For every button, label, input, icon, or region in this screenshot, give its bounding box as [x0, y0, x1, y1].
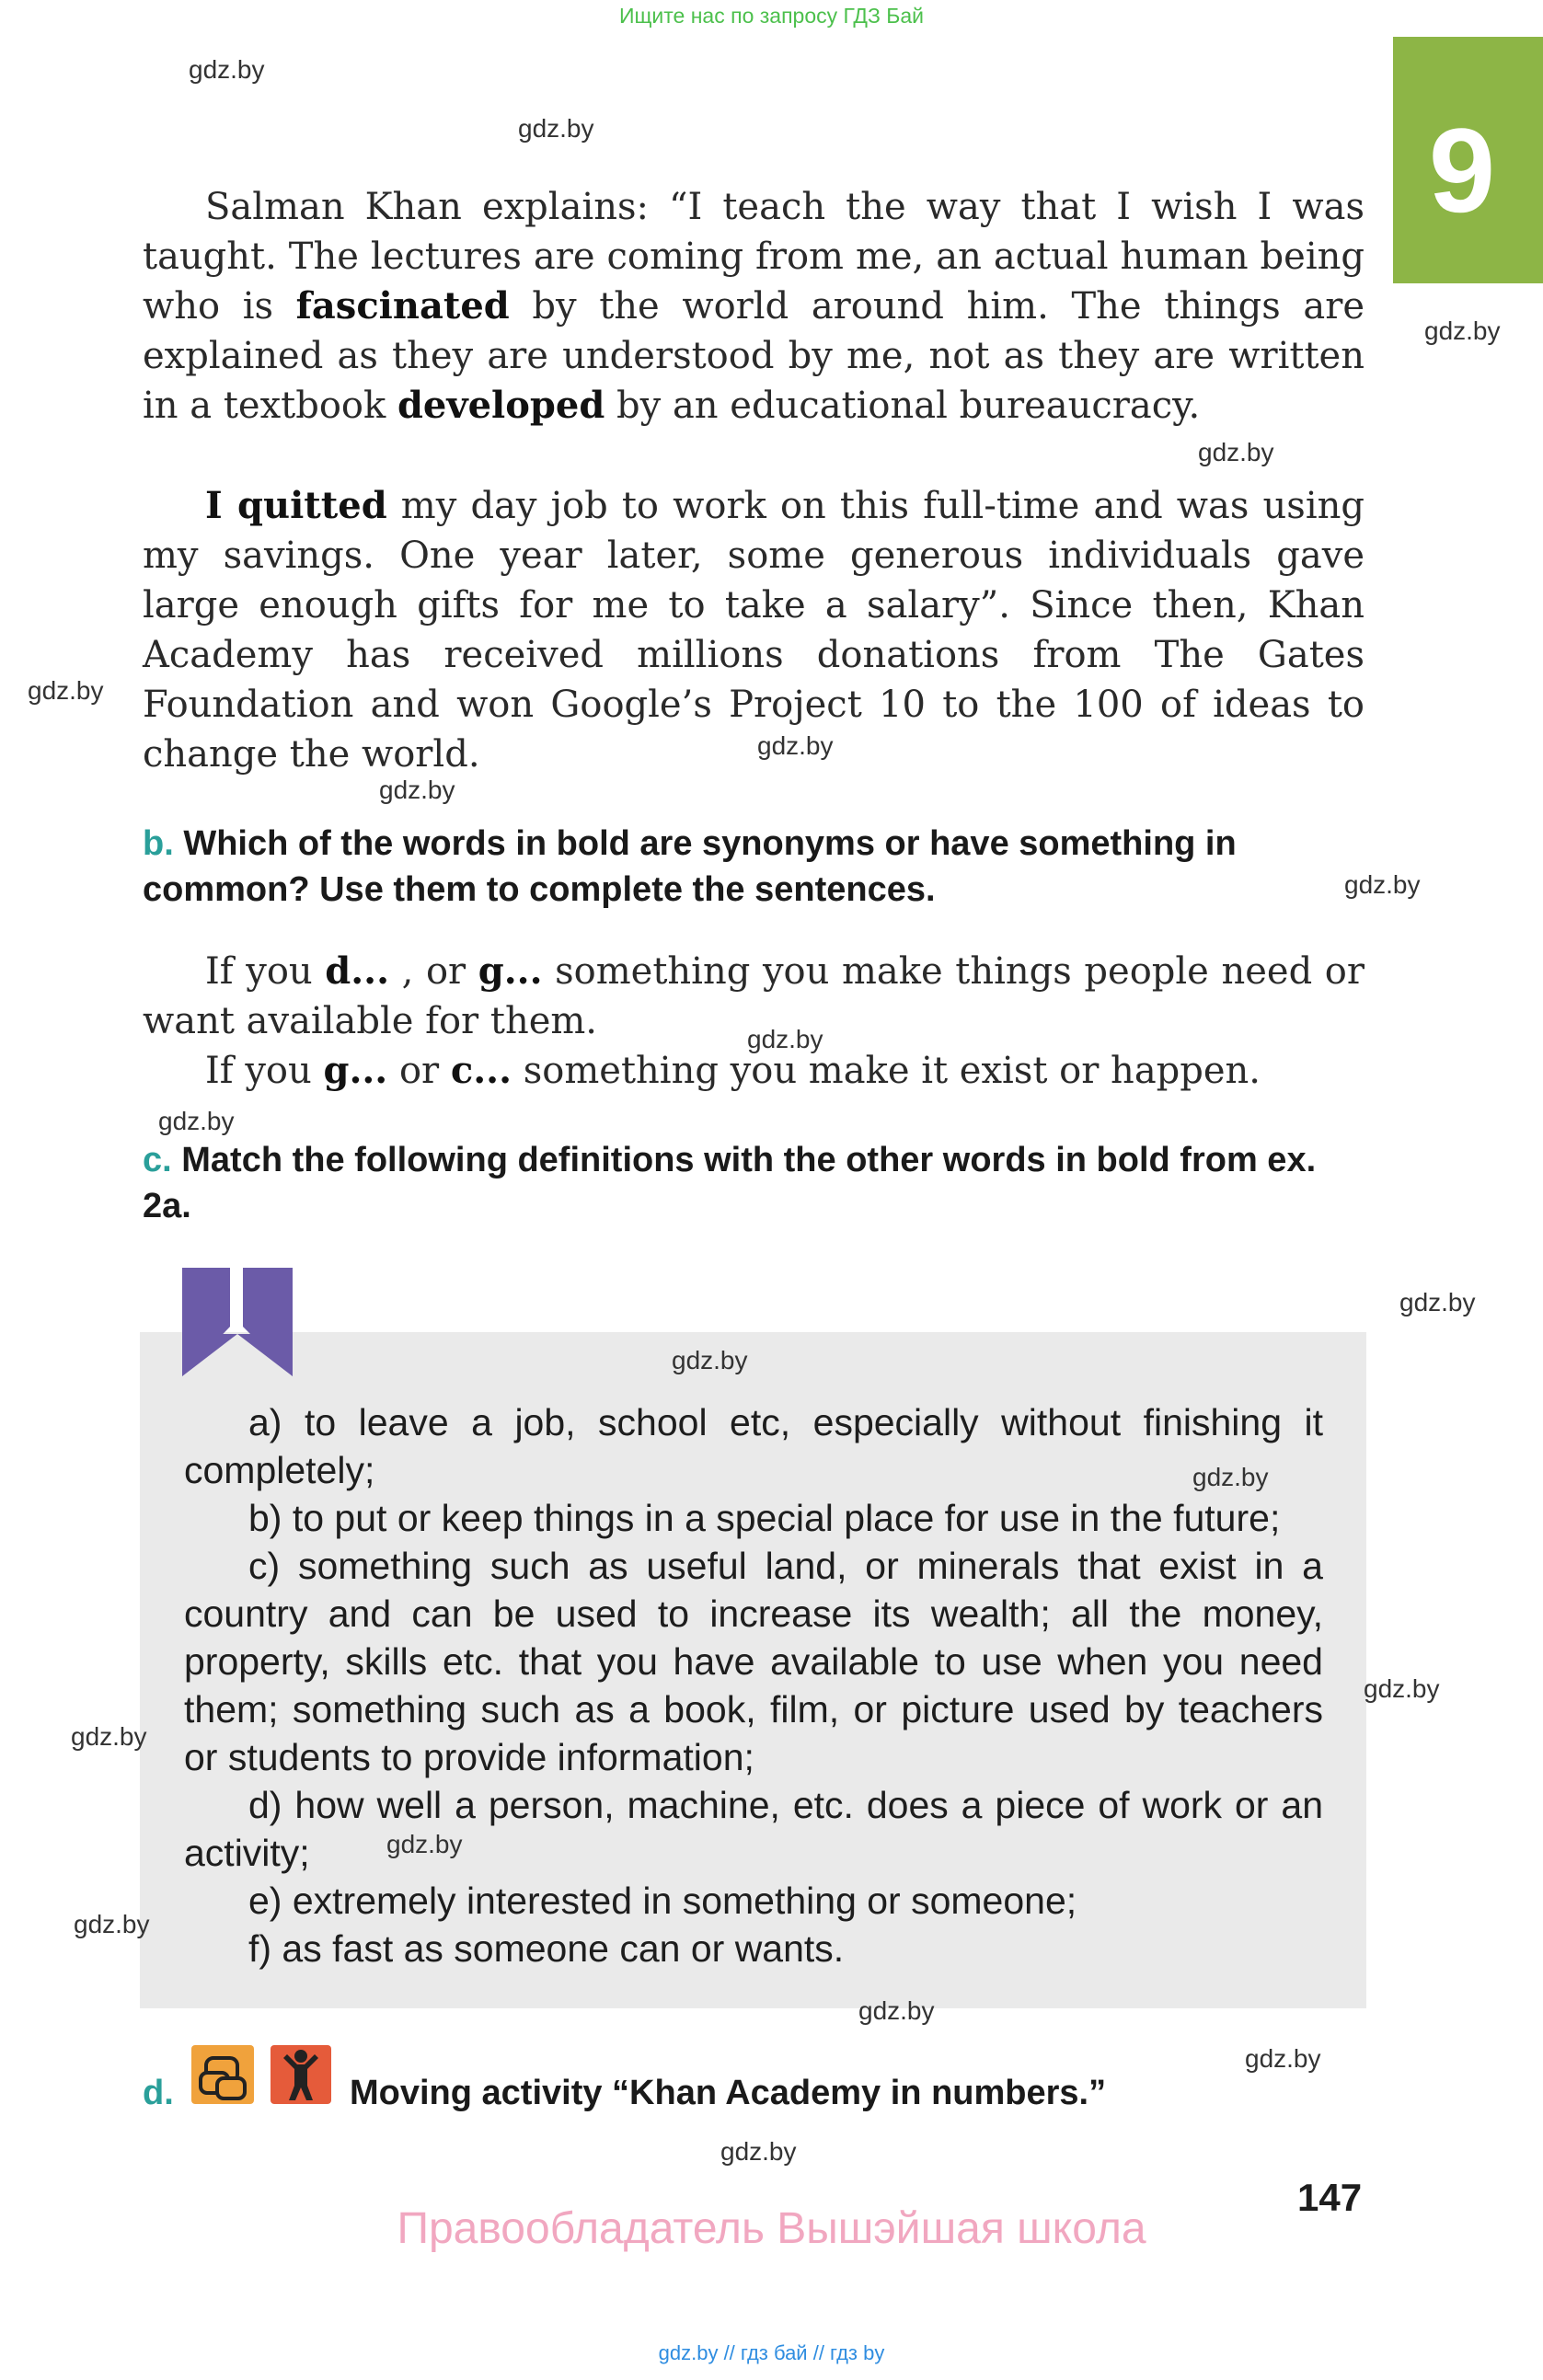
- definition-item: [184, 1925, 1323, 1972]
- bottom-links[interactable]: gdz.by // гдз бай // гдз by: [658, 2341, 885, 2364]
- task-b-heading: [143, 821, 1365, 913]
- watermark: gdz.by: [28, 676, 104, 705]
- definition-text: a) to leave a job, school etc, especially without finishing it completely;: [184, 1401, 1323, 1491]
- definition-text: c) something such as useful land, or minerals that exist in a country and can be used to increase its wealth; all the money, property, skills etc. that you have available to use when you need them; something such as a book, film, or picture used by teachers or students to provide information;: [184, 1545, 1323, 1778]
- watermark: gdz.by: [720, 2137, 797, 2166]
- watermark: gdz.by: [757, 731, 834, 760]
- group-work-glyph: [191, 2045, 254, 2104]
- publisher-credit: Правообладатель Вышэйшая школа: [397, 2204, 1146, 2253]
- task-text: Which of the words in bold are synonyms or have something in common? Use them to complete the sentences.: [143, 824, 1237, 909]
- task-letter: b.: [143, 824, 174, 863]
- text-run: Salman Khan explains: “I teach the way that I wish I was taught. The lectures are coming from me, an actual human being who is: [143, 186, 1365, 328]
- watermark: gdz.by: [1364, 1674, 1440, 1703]
- arrow-down-icon: [182, 1268, 293, 1376]
- definitions-list: [184, 1398, 1323, 1972]
- task-text: Match the following definitions with the other words in bold from ex. 2a.: [143, 1141, 1317, 1225]
- task-letter: d.: [143, 2074, 174, 2112]
- definition-item: [184, 1398, 1323, 1494]
- blank-word: d...: [325, 949, 390, 993]
- bold-word: fascinated: [295, 284, 510, 328]
- text-run: or: [387, 1050, 451, 1092]
- task-d-heading: [350, 2070, 1270, 2116]
- definition-text: e) extremely interested in something or someone;: [248, 1880, 1077, 1922]
- definition-item: [184, 1877, 1323, 1925]
- moving-activity-glyph: [271, 2045, 331, 2104]
- blank-word: c...: [450, 1049, 512, 1092]
- definition-item: [184, 1494, 1323, 1542]
- watermark: gdz.by: [1245, 2044, 1321, 2073]
- text-run: something you make it exist or happen.: [512, 1050, 1261, 1092]
- watermark: gdz.by: [1424, 316, 1501, 345]
- text-run: , or: [389, 950, 478, 993]
- reading-paragraph-1: [143, 182, 1365, 431]
- watermark: gdz.by: [1192, 1463, 1269, 1491]
- watermark: gdz.by: [747, 1025, 823, 1053]
- watermark: gdz.by: [189, 55, 265, 84]
- task-letter: c.: [143, 1141, 172, 1179]
- watermark: gdz.by: [386, 1830, 463, 1858]
- text-run: something you make things people need or want available for them.: [143, 950, 1365, 1042]
- text-run: my day job to work on this full-time and was using my savings. One year later, some generous individuals gave large enough gifts for me to take a salary”. Since then, Khan Academy has received millions donations from The Gates Foundation and won Google’s Project 10 to the 100 of ideas to change the world.: [143, 485, 1365, 776]
- watermark: gdz.by: [672, 1346, 748, 1374]
- reading-paragraph-2: [143, 481, 1365, 779]
- definition-item: [184, 1781, 1323, 1877]
- task-c-heading: [143, 1137, 1365, 1229]
- watermark: gdz.by: [1399, 1288, 1476, 1316]
- watermark: gdz.by: [858, 1996, 935, 2025]
- unit-number: 9: [1428, 103, 1496, 237]
- watermark: gdz.by: [379, 776, 455, 804]
- text-run: If you: [205, 1050, 324, 1092]
- text-run: by the world around him. The things are explained as they are understood by me, not as they are written in a textbook: [143, 285, 1365, 427]
- text-run: If you: [205, 950, 326, 993]
- blank-word: g...: [323, 1049, 388, 1092]
- bold-word: developed: [397, 384, 605, 427]
- completion-sentence-2: [143, 1046, 1365, 1096]
- definition-text: d) how well a person, machine, etc. does a piece of work or an activity;: [184, 1784, 1323, 1874]
- watermark: gdz.by: [158, 1107, 235, 1135]
- watermark: gdz.by: [74, 1910, 150, 1938]
- definition-text: f) as fast as someone can or wants.: [248, 1927, 845, 1970]
- watermark: gdz.by: [518, 114, 594, 143]
- text-run: by an educational bureaucracy.: [605, 385, 1201, 427]
- page-number: 147: [1297, 2176, 1363, 2219]
- blank-word: g...: [478, 949, 543, 993]
- watermark: gdz.by: [1344, 870, 1421, 899]
- watermark: gdz.by: [71, 1722, 147, 1751]
- group-work-icon: [191, 2045, 254, 2104]
- completion-sentence-1: [143, 947, 1365, 1046]
- moving-activity-icon: [271, 2045, 331, 2104]
- definition-item: [184, 1542, 1323, 1781]
- task-text: Moving activity “Khan Academy in numbers.”: [350, 2074, 1107, 2112]
- watermark: gdz.by: [1198, 438, 1274, 466]
- bold-word: I quitted: [205, 484, 387, 527]
- top-banner[interactable]: Ищите нас по запросу ГДЗ Бай: [618, 4, 925, 28]
- definition-text: b) to put or keep things in a special place for use in the future;: [248, 1497, 1281, 1539]
